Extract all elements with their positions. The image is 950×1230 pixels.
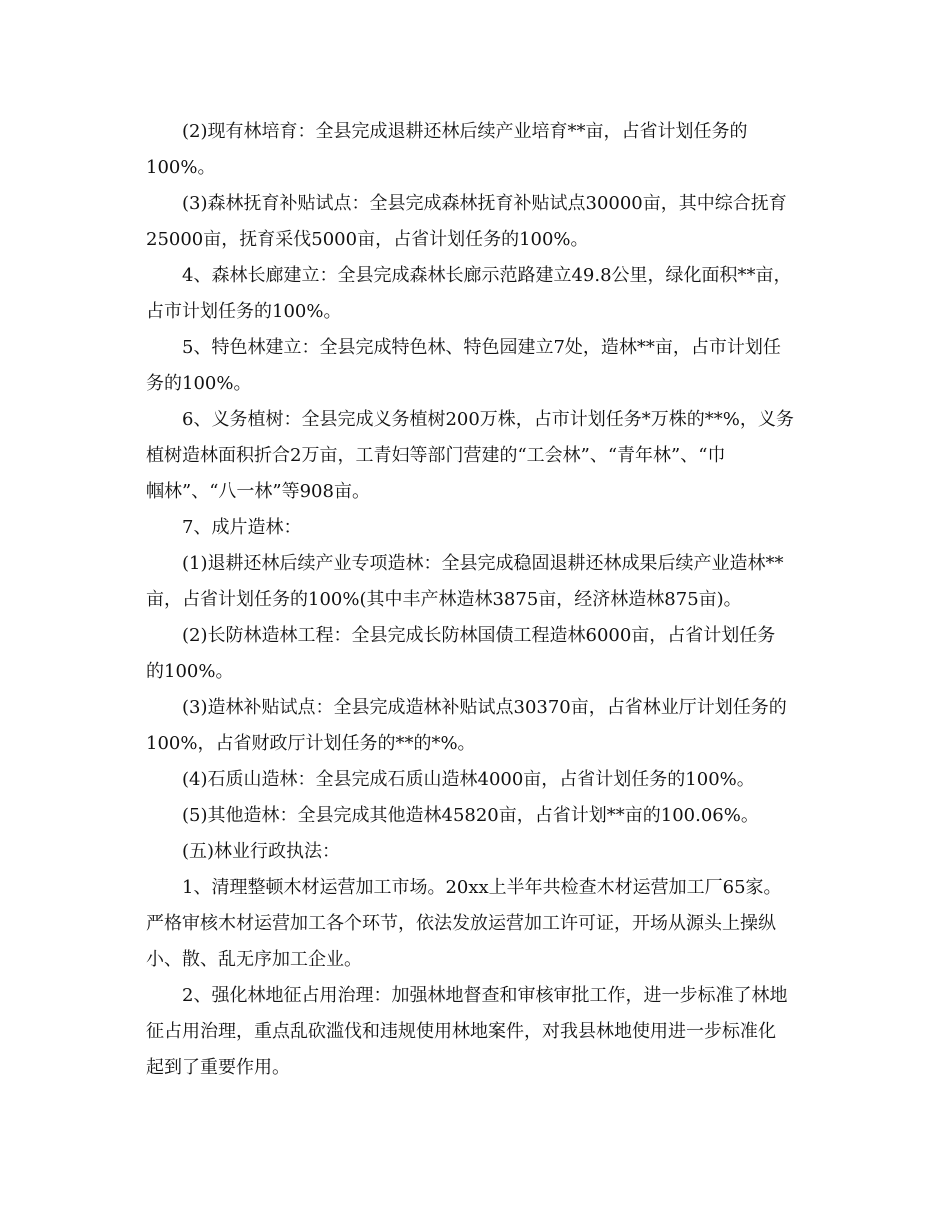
text-line: (1)退耕还林后续产业专项造林：全县完成稳固退耕还林成果后续产业造林** bbox=[182, 553, 784, 574]
text-line: (5)其他造林：全县完成其他造林45820亩，占省计划**亩的100.06%。 bbox=[182, 805, 759, 826]
text-line: (2)长防林造林工程：全县完成长防林国债工程造林6000亩，占省计划任务 bbox=[182, 625, 776, 646]
text-line: 小、散、乱无序加工企业。 bbox=[146, 949, 362, 970]
text-line: (3)森林抚育补贴试点：全县完成森林抚育补贴试点30000亩，其中综合抚育 bbox=[182, 193, 787, 214]
text-line: 占市计划任务的100%。 bbox=[146, 301, 342, 322]
text-line: 4、森林长廊建立：全县完成森林长廊示范路建立49.8公里，绿化面积**亩， bbox=[182, 265, 792, 286]
text-line: 帼林”、“八一林”等908亩。 bbox=[146, 481, 370, 502]
text-line: 1、清理整顿木材运营加工市场。20xx上半年共检查木材运营加工厂65家。 bbox=[182, 877, 782, 898]
text-line: 的100%。 bbox=[146, 661, 234, 682]
text-line: 2、强化林地征占用治理：加强林地督查和审核审批工作，进一步标准了林地 bbox=[182, 985, 788, 1006]
text-line: 25000亩，抚育采伐5000亩，占省计划任务的100%。 bbox=[146, 229, 589, 250]
text-line: (4)石质山造林：全县完成石质山造林4000亩，占省计划任务的100%。 bbox=[182, 769, 755, 790]
text-line: (2)现有林培育：全县完成退耕还林后续产业培育**亩，占省计划任务的 bbox=[182, 121, 748, 142]
text-line: 严格审核木材运营加工各个环节，依法发放运营加工许可证，开场从源头上操纵 bbox=[146, 913, 776, 934]
text-line: 征占用治理，重点乱砍滥伐和违规使用林地案件，对我县林地使用进一步标准化 bbox=[146, 1021, 776, 1042]
text-line: 100%，占省财政厅计划任务的**的*%。 bbox=[146, 733, 476, 754]
text-line: 亩，占省计划任务的100%(其中丰产林造林3875亩，经济林造林875亩)。 bbox=[146, 589, 742, 610]
text-line: 植树造林面积折合2万亩，工青妇等部门营建的“工会林”、“青年林”、“巾 bbox=[146, 445, 726, 466]
text-line: 务的100%。 bbox=[146, 373, 252, 394]
text-line: 5、特色林建立：全县完成特色林、特色园建立7处，造林**亩，占市计划任 bbox=[182, 337, 781, 358]
text-line: (3)造林补贴试点：全县完成造林补贴试点30370亩，占省林业厅计划任务的 bbox=[182, 697, 787, 718]
text-line: 起到了重要作用。 bbox=[146, 1057, 290, 1078]
text-line: (五)林业行政执法： bbox=[182, 841, 341, 862]
text-line: 6、义务植树：全县完成义务植树200万株，占市计划任务*万株的**%，义务 bbox=[182, 409, 794, 430]
text-line: 7、成片造林： bbox=[182, 517, 302, 538]
text-line: 100%。 bbox=[146, 157, 216, 178]
